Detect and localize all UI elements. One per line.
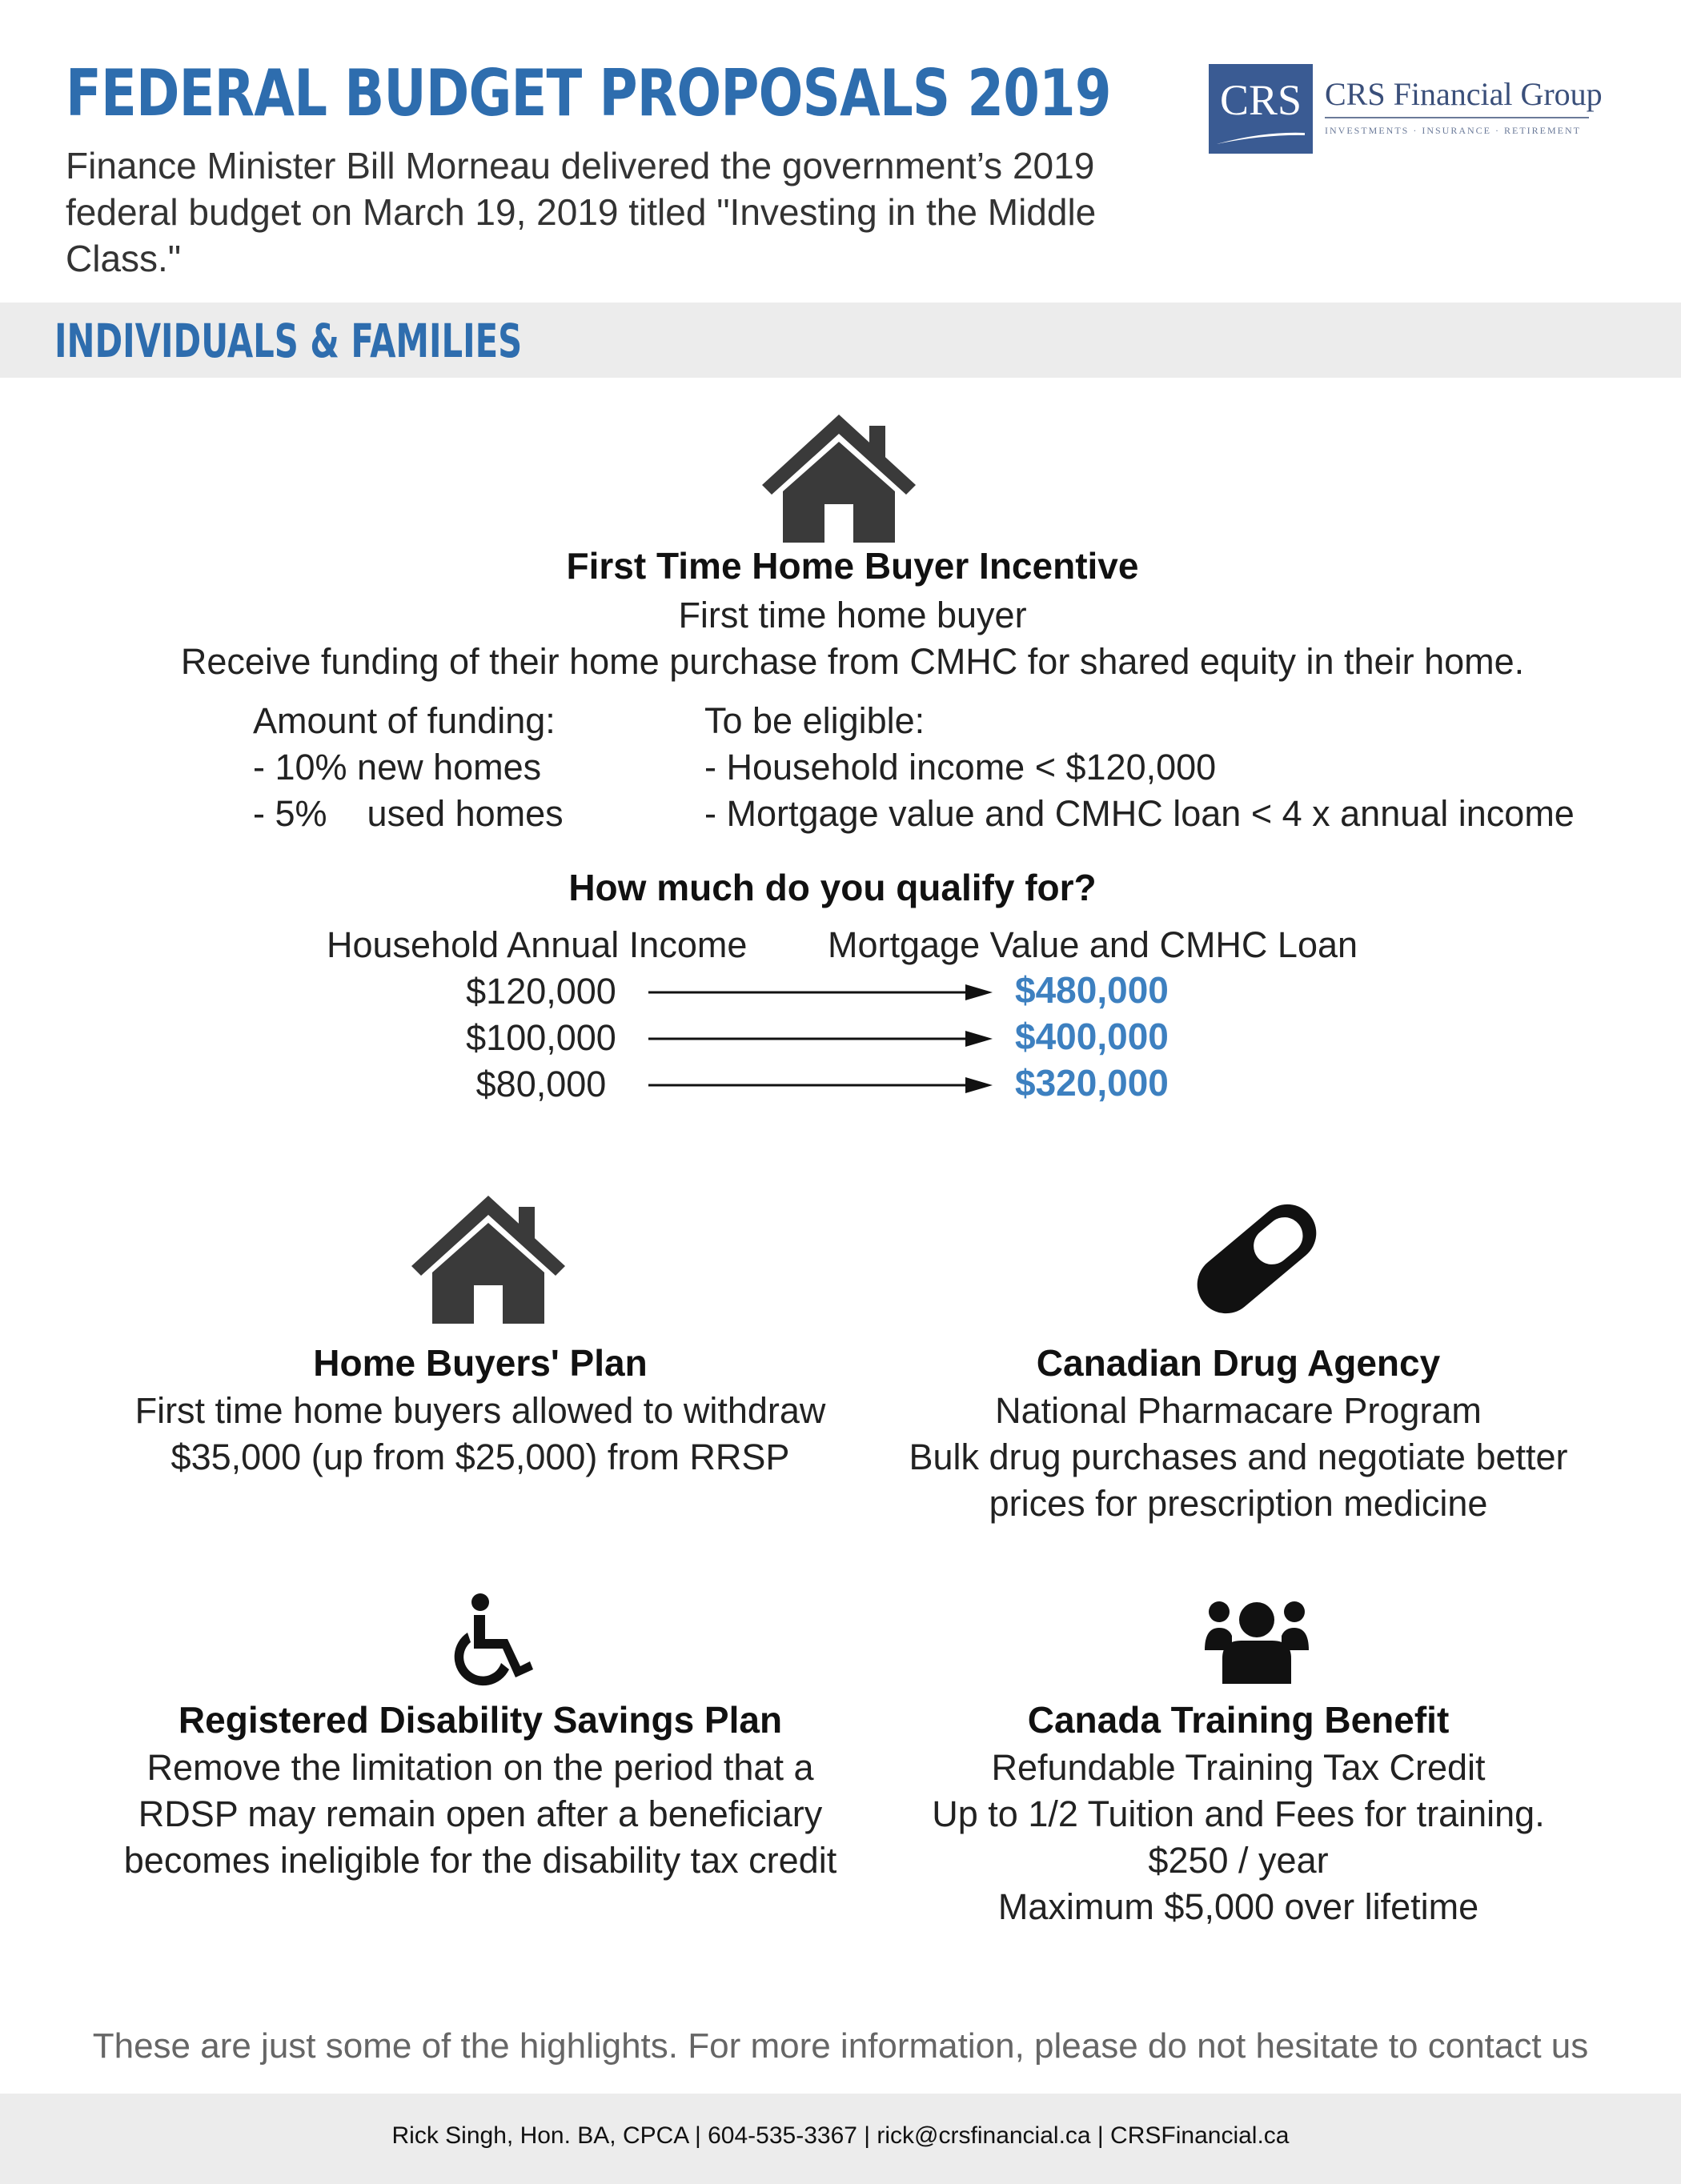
rdsp-text (80, 1745, 881, 1884)
arrow-icon (648, 1029, 993, 1048)
list-item: - Household income < $120,000 (704, 747, 1217, 787)
mortgage-amount: $320,000 (1015, 1062, 1169, 1104)
income-value: $120,000 (466, 971, 616, 1012)
house-icon (408, 1191, 568, 1327)
logo-tagline: INVESTMENTS · INSURANCE · RETIREMENT (1325, 125, 1581, 136)
house-icon (759, 410, 919, 546)
text-line: $35,000 (up from $25,000) from RRSP (171, 1437, 790, 1477)
drug-agency-text (838, 1388, 1639, 1527)
mortgage-amount: $480,000 (1015, 969, 1169, 1011)
closing-note: These are just some of the highlights. For more information, please do not hesitate to contact us (92, 2026, 1589, 2066)
text-line: National Pharmacare Program (995, 1390, 1482, 1431)
text-line: First time home buyers allowed to withdraw (134, 1390, 826, 1431)
footer-bar (0, 2094, 1681, 2184)
group-icon (1205, 1601, 1309, 1684)
text-line: Up to 1/2 Tuition and Fees for training. (932, 1793, 1545, 1834)
intro-paragraph: Finance Minister Bill Morneau delivered the government’s 2019 federal budget on March 19, 2019 titled "Investing in the Middle Class." (66, 145, 1097, 279)
income-column-header: Household Annual Income (327, 924, 748, 965)
section-title: INDIVIDUALS & FAMILIES (54, 314, 523, 368)
text-line: Refundable Training Tax Credit (991, 1747, 1486, 1788)
home-buyers-plan-text (80, 1388, 881, 1481)
wheelchair-icon (440, 1593, 536, 1689)
mortgage-column-header: Mortgage Value and CMHC Loan (828, 924, 1358, 965)
arrow-icon (648, 983, 993, 1002)
text-line: Bulk drug purchases and negotiate better (909, 1437, 1568, 1477)
list-item: - 5% used homes (253, 793, 564, 834)
text-line: becomes ineligible for the disability tax credit (123, 1840, 837, 1881)
list-item: - Mortgage value and CMHC loan < 4 x annual income (704, 793, 1575, 834)
training-benefit-text (838, 1745, 1639, 1930)
first-time-buyer-subtitle: First time home buyer (678, 595, 1027, 635)
section-band (0, 303, 1681, 378)
mortgage-amount: $400,000 (1015, 1016, 1169, 1057)
arrow-icon (648, 1076, 993, 1095)
text-line: $250 / year (1148, 1840, 1329, 1881)
page-title: FEDERAL BUDGET PROPOSALS 2019 (66, 56, 1111, 130)
logo-divider (1325, 117, 1589, 118)
contact-info[interactable]: Rick Singh, Hon. BA, CPCA | 604-535-3367 | rick@crsfinancial.ca | CRSFinancial.ca (391, 2122, 1290, 2149)
first-time-buyer-description: Receive funding of their home purchase from CMHC for shared equity in their home. (180, 641, 1525, 682)
swoosh-icon (1215, 130, 1306, 146)
first-time-buyer-title: First Time Home Buyer Incentive (566, 545, 1139, 587)
income-value: $100,000 (466, 1017, 616, 1058)
company-logo[interactable] (1209, 64, 1603, 154)
funding-list (253, 698, 669, 837)
list-item: - 10% new homes (253, 747, 542, 787)
logo-mark-text: CRS (1219, 76, 1302, 124)
pill-icon (1185, 1191, 1329, 1327)
text-line: prices for prescription medicine (989, 1483, 1488, 1524)
training-benefit-title: Canada Training Benefit (1027, 1699, 1450, 1741)
eligibility-heading: To be eligible: (704, 700, 925, 741)
logo-name: CRS Financial Group (1325, 76, 1603, 112)
drug-agency-title: Canadian Drug Agency (1036, 1342, 1441, 1384)
text-line: RDSP may remain open after a beneficiary (138, 1793, 823, 1834)
qualify-question: How much do you qualify for? (568, 867, 1097, 908)
income-value: $80,000 (475, 1064, 607, 1104)
text-line: Remove the limitation on the period that a (146, 1747, 814, 1788)
eligibility-list (704, 698, 1617, 837)
text-line: Maximum $5,000 over lifetime (997, 1886, 1479, 1927)
funding-heading: Amount of funding: (253, 700, 556, 741)
home-buyers-plan-title: Home Buyers' Plan (313, 1342, 648, 1384)
rdsp-title: Registered Disability Savings Plan (178, 1699, 783, 1741)
